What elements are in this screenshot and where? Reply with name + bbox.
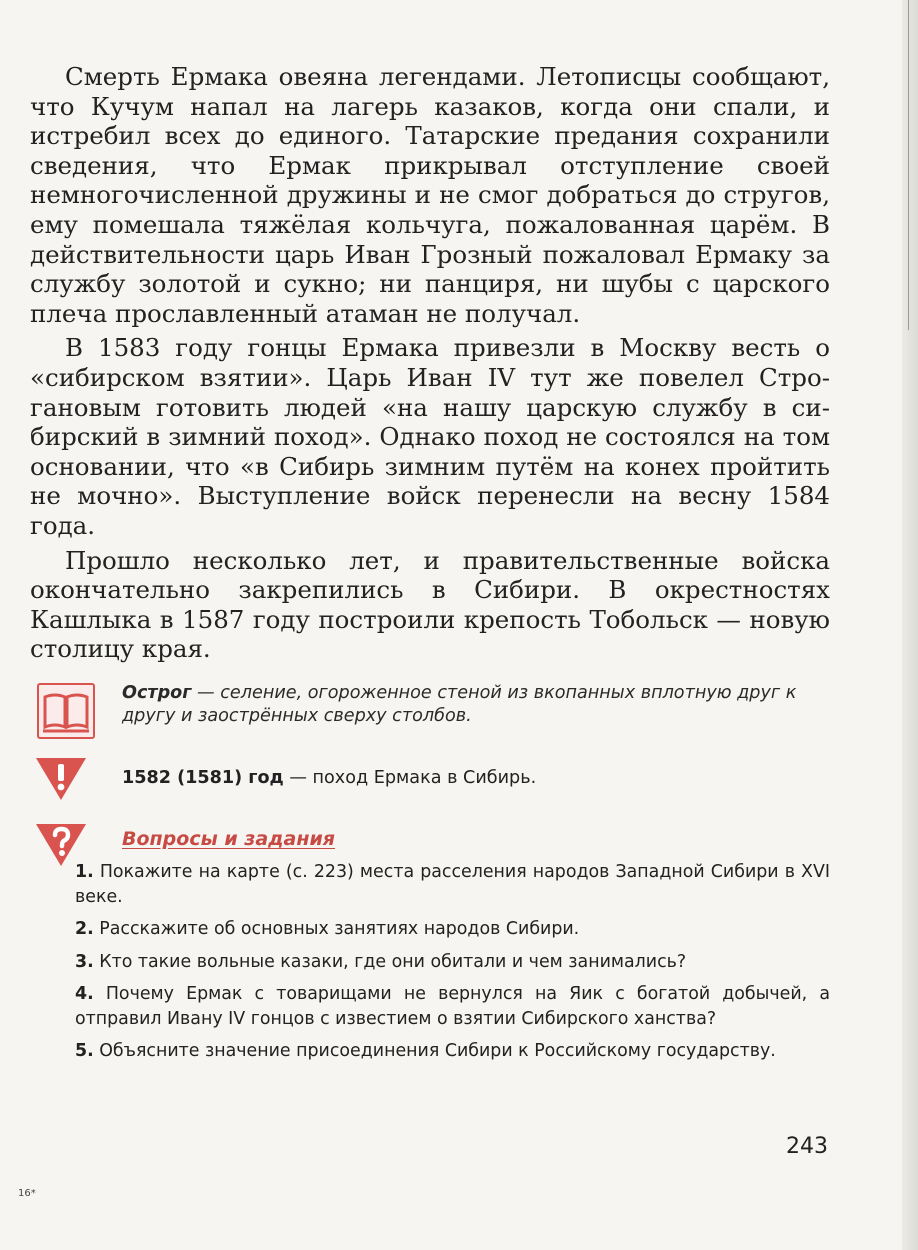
question-number: 4. [75, 984, 94, 1004]
term-definition-text: — селение, огороженное стеной из вкопанных вплотную друг к другу и заострённых сверху столбов. [122, 683, 797, 726]
paragraph: В 1583 году гонцы Ермака привезли в Москву весть о «сибирском взятии». Царь Иван IV тут же повелел Строгановым готовить людей «на нашу царскую службу в сибирский в зимний поход». Однако поход не состоялся на том основании, что «в Сибирь зимним путём на конех пройтить не мочно». Выступление войск перенесли на весну 1584 года. [30, 333, 830, 540]
questions-list [75, 860, 830, 1072]
question-item [75, 1039, 830, 1064]
page-edge [902, 0, 918, 1250]
question-item [75, 950, 830, 975]
key-date-text [122, 767, 536, 790]
question-text: Почему Ермак с товарищами не вернулся на Яик с богатой добычей, а отправил Ивану IV гонцов с известием о взятии Сибирского ханства? [75, 984, 830, 1029]
paragraph: Прошло несколько лет, и правительственные войска окончательно закрепились в Сибири. В окрестностях Кашлыка в 1587 году построили крепость Тобольск — новую столицу края. [30, 545, 830, 664]
question-number: 2. [75, 919, 94, 939]
glossary-term [30, 680, 830, 746]
term-word: Острог [122, 683, 192, 703]
question-number: 3. [75, 951, 94, 972]
signature-mark: 16* [18, 1188, 36, 1199]
question-number: 1. [75, 862, 94, 882]
page-number: 243 [786, 1134, 828, 1159]
question-item [75, 982, 830, 1031]
question-text: Объясните значение присоединения Сибири к Российскому государству. [93, 1041, 776, 1061]
key-date-event: — поход Ермака в Сибирь. [283, 768, 537, 788]
question-text: Кто такие вольные казаки, где они обитали и чем занимались? [93, 951, 687, 972]
questions-heading: Вопросы и задания [122, 828, 335, 850]
paragraph: Смерть Ермака овеяна легендами. Летописцы сообщают, что Кучум напал на лагерь казаков, когда они спали, и истребил всех до единого. Татарские предания сохранили сведения, что Ермак прикрывал отступление своей немногочисленной дружины и не смог добраться до стругов, ему помешала тяжёлая кольчуга, пожалованная царём. В действительности царь Иван Грозный пожаловал Ермаку за службу золотой и сукно; ни панциря, ни шубы с царского плеча прославленный атаман не получал. [30, 62, 830, 328]
key-date [30, 756, 830, 806]
question-item [75, 860, 830, 909]
exclamation-triangle-icon [34, 756, 88, 802]
question-text: Расскажите об основных занятиях народов Сибири. [93, 919, 580, 939]
term-definition [122, 682, 827, 728]
question-text: Покажите на карте (с. 223) места расселения народов Западной Сибири в XVI веке. [75, 862, 830, 907]
main-text [30, 62, 830, 669]
question-number: 5. [75, 1041, 94, 1061]
key-date-year: 1582 (1581) год [122, 768, 284, 788]
open-book-icon [37, 683, 95, 739]
question-item [75, 917, 830, 942]
